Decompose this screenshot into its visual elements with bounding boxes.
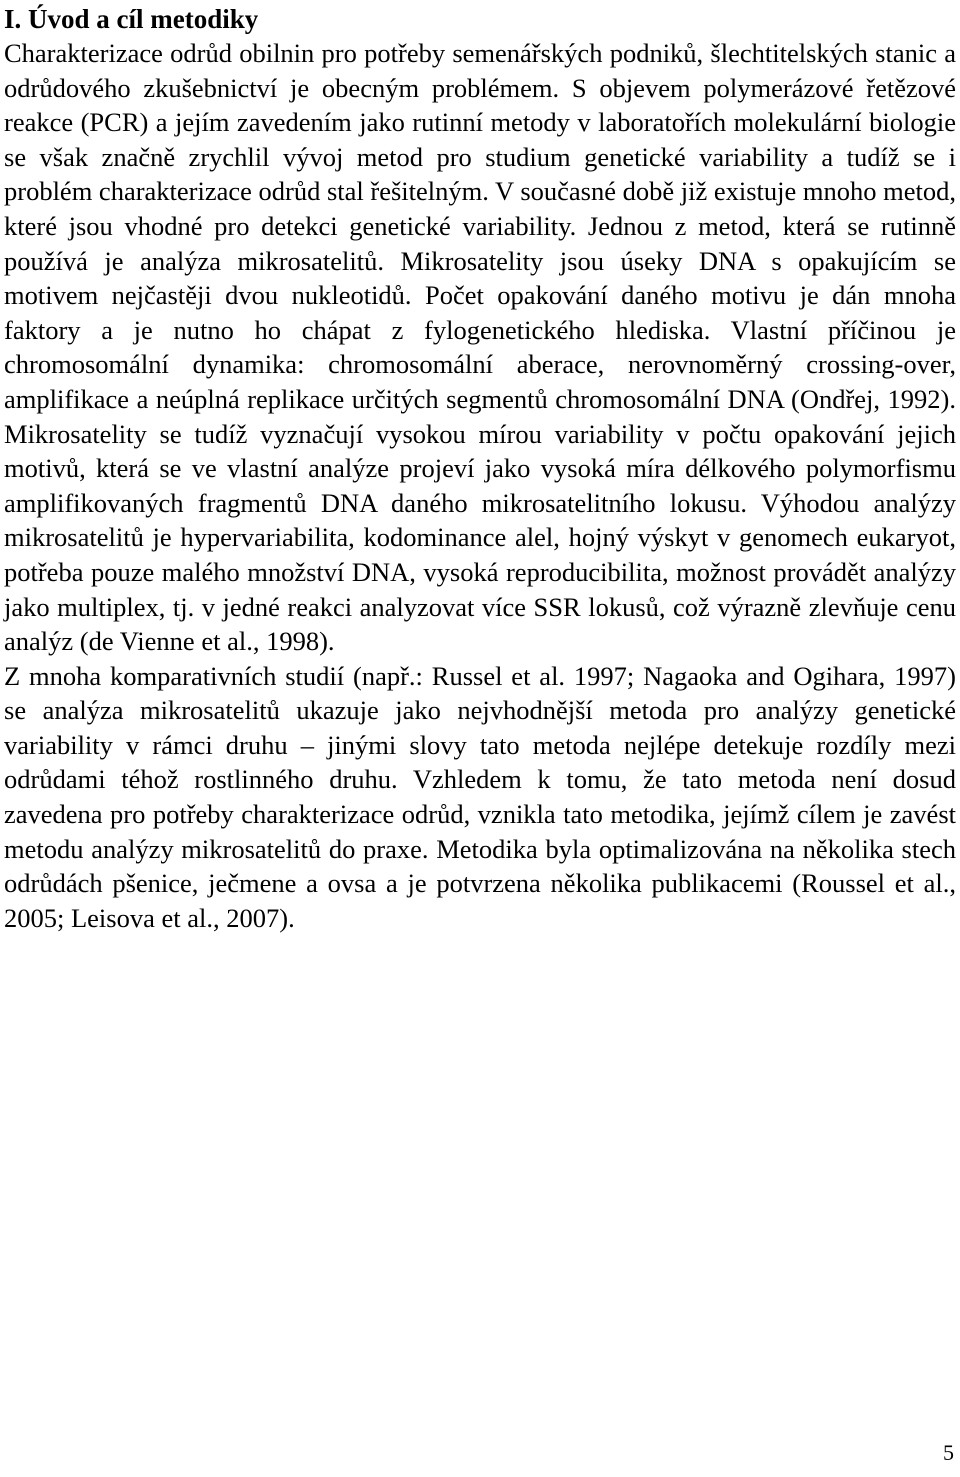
paragraph-intro: Charakterizace odrůd obilnin pro potřeby semenářských podniků, šlechtitelských stanic a odrůdového zkušebnictví je obecným problémem. S objevem polymerázové řetězové reakce (PCR) a jejím zavedením jako rutinní metody v laboratořích molekulární biologie se však značně zrychlil vývoj metod pro studium genetické variability a tudíž se i problém charakterizace odrůd stal řešitelným. V současné době již existuje mnoho metod, které jsou vhodné pro detekci genetické variability. Jednou z metod, která se rutinně používá je analýza mikrosatelitů. Mikrosatelity jsou úseky DNA s opakujícím se motivem nejčastěji dvou nukleotidů. Počet opakování daného motivu je dán mnoha faktory a je nutno ho chápat z fylogenetického hlediska. Vlastní příčinou je chromosomální dynamika: chromosomální aberace, nerovnoměrný crossing-over, amplifikace a neúplná replikace určitých segmentů chromosomální DNA (Ondřej, 1992). Mikrosatelity se tudíž vyznačují vysokou mírou variability v počtu opakování jejich motivů, která se ve vlastní analýze projeví jako vysoká míra délkového polymorfismu amplifikovaných fragmentů DNA daného mikrosatelitního lokusu. Výhodou analýzy mikrosatelitů je hypervariabilita, kodominance alel, hojný výskyt v genomech eukaryot, potřeba pouze malého množství DNA, vysoká reproducibilita, možnost provádět analýzy jako multiplex, tj. v jedné reakci analyzovat více SSR lokusů, což výrazně zlevňuje cenu analýz (de Vienne et al., 1998). [4,38,957,657]
document-page [4,2,956,935]
page-number: 5 [943,1440,954,1465]
paragraph-comparative-studies: Z mnoha komparativních studií (např.: Russel et al. 1997; Nagaoka and Ogihara, 1997) se analýza mikrosatelitů ukazuje jako nejvhodnější metoda pro analýzy genetické variability v rámci druhu – jinými slovy tato metoda nejlépe detekuje rozdíly mezi odrůdami téhož rostlinného druhu. Vzhledem k tomu, že tato metoda není dosud zavedena pro potřeby charakterizace odrůd, vznikla tato metodika, jejímž cílem je zavést metodu analýzy mikrosatelitů do praxe. Metodika byla optimalizována na několika stech odrůdách pšenice, ječmene a ovsa a je potvrzena několika publikacemi (Roussel et al., 2005; Leisova et al., 2007). [4,660,956,933]
section-heading: I. Úvod a cíl metodiky [4,4,259,34]
